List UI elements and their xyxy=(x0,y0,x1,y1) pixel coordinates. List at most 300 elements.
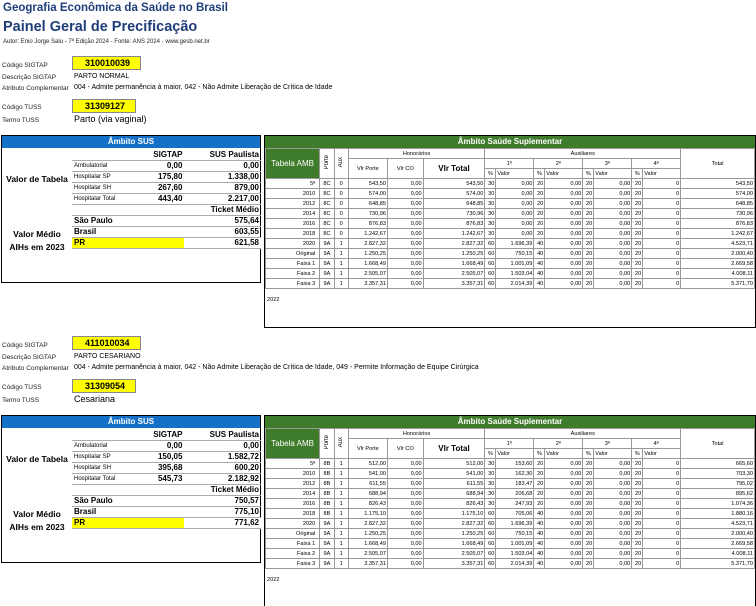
table-cell: 0,00 xyxy=(545,219,583,229)
table-cell: 20 xyxy=(632,479,643,489)
table-cell: 2.014,39 xyxy=(496,559,534,569)
col-vlr-co: Vlr CO xyxy=(387,159,423,179)
col-sus-paulista: SUS Paulista xyxy=(184,429,261,440)
table-row xyxy=(266,189,755,199)
table-cell: 0 xyxy=(334,199,348,209)
table-cell: 20 xyxy=(534,499,545,509)
col-valor: Valor xyxy=(594,169,632,179)
table-cell: 20 xyxy=(632,509,643,519)
table-cell: 0,00 xyxy=(496,189,534,199)
table-row xyxy=(266,499,755,509)
table-cell: 20 xyxy=(534,209,545,219)
table-cell: 2012 xyxy=(266,199,320,209)
table-cell: 2016 xyxy=(266,219,320,229)
table-cell: 0 xyxy=(643,209,681,219)
table-cell: 1.175,10 xyxy=(348,509,387,519)
table-cell: 30 xyxy=(485,229,496,239)
table-cell: 0,00 xyxy=(545,229,583,239)
col-aux3: 3º xyxy=(583,439,632,449)
table-cell: 9A xyxy=(320,279,334,289)
table-cell: 0,00 xyxy=(387,179,423,189)
table-cell: 60 xyxy=(485,259,496,269)
table-cell: 2020 xyxy=(266,239,320,249)
table-cell: 0,00 xyxy=(387,549,423,559)
table-cell: 20 xyxy=(534,459,545,469)
table-row xyxy=(266,269,755,279)
table-cell: Faixa 3 xyxy=(266,559,320,569)
table-cell: 0 xyxy=(643,279,681,289)
table-cell: 2.505,07 xyxy=(348,549,387,559)
atributo-label: Atributo Complementar xyxy=(2,85,69,92)
table-cell: 0,00 xyxy=(387,279,423,289)
table-cell: 1.503,04 xyxy=(496,549,534,559)
table-cell: 611,55 xyxy=(423,479,485,489)
table-cell: 611,55 xyxy=(348,479,387,489)
table-cell: 543,50 xyxy=(681,179,755,189)
table-cell: 543,50 xyxy=(423,179,485,189)
table-cell: 895,62 xyxy=(681,489,755,499)
table-cell: 0,00 xyxy=(594,259,632,269)
table-cell: 0,00 xyxy=(594,499,632,509)
col-ticket: Ticket Médio xyxy=(184,484,261,495)
table-cell: 0,00 xyxy=(594,539,632,549)
table-cell: 8C xyxy=(320,199,334,209)
table-cell: Faixa 2 xyxy=(266,549,320,559)
col-vlr-porte: Vlr Porte xyxy=(348,439,387,459)
row-sao-paulo: São Paulo xyxy=(72,495,137,506)
cell: 150,05 xyxy=(137,451,185,462)
table-cell: 2.669,58 xyxy=(681,539,755,549)
cell: 0,00 xyxy=(137,440,185,451)
col-valor: Valor xyxy=(545,449,583,459)
table-cell: 1.250,25 xyxy=(348,249,387,259)
table-cell: 40 xyxy=(534,509,545,519)
table-cell: 0,00 xyxy=(594,529,632,539)
row-total: Hospitalar Total xyxy=(72,473,137,484)
table-cell: 2.505,07 xyxy=(423,269,485,279)
table-cell: 40 xyxy=(534,549,545,559)
table-cell: 60 xyxy=(485,559,496,569)
table-cell: 1.242,67 xyxy=(423,229,485,239)
table-cell: 20 xyxy=(632,549,643,559)
col-aux1: 1º xyxy=(485,439,534,449)
table-cell: 9A xyxy=(320,239,334,249)
table-cell: 1 xyxy=(334,279,348,289)
table-cell: 0,00 xyxy=(387,269,423,279)
cell: 750,57 xyxy=(184,495,261,506)
table-cell: 9A xyxy=(320,549,334,559)
col-pct: % xyxy=(632,169,643,179)
row-amb: Ambulatorial xyxy=(72,160,137,171)
table-cell: 0,00 xyxy=(545,199,583,209)
col-honorarios: Honorários xyxy=(348,149,485,159)
table-row xyxy=(266,259,755,269)
cod-tuss-label: Código TUSS xyxy=(2,104,42,111)
row-sh: Hospitalar SH xyxy=(72,462,137,473)
table-cell: 0,00 xyxy=(387,529,423,539)
table-cell: 0,00 xyxy=(545,189,583,199)
table-cell: 30 xyxy=(485,479,496,489)
table-cell: 2.000,40 xyxy=(681,529,755,539)
cod-tuss-label: Código TUSS xyxy=(2,384,42,391)
table-cell: 574,00 xyxy=(423,189,485,199)
table-cell: 750,15 xyxy=(496,249,534,259)
valor-medio-label: Valor Médio AIHs em 2023 xyxy=(9,509,65,532)
table-cell: 2.827,32 xyxy=(423,519,485,529)
table-cell: 20 xyxy=(583,269,594,279)
table-cell: 0,00 xyxy=(545,279,583,289)
table-cell: 0,00 xyxy=(387,489,423,499)
table-cell: 0,00 xyxy=(387,209,423,219)
table-cell: 0,00 xyxy=(387,469,423,479)
table-cell: 2.827,32 xyxy=(423,239,485,249)
col-vlr-co: Vlr CO xyxy=(387,439,423,459)
row-pr: PR xyxy=(72,517,137,528)
cell: 0,00 xyxy=(137,160,185,171)
table-cell: 247,93 xyxy=(496,499,534,509)
table-cell: 0,00 xyxy=(545,559,583,569)
col-aux2: 2º xyxy=(534,159,583,169)
cod-sigtap-value[interactable]: 310010039 xyxy=(72,56,141,70)
table-cell: 5.371,70 xyxy=(681,279,755,289)
cell: 600,20 xyxy=(184,462,261,473)
col-aux4: 4º xyxy=(632,439,681,449)
table-cell: 750,15 xyxy=(496,529,534,539)
col-pct: % xyxy=(583,449,594,459)
table-cell: 1 xyxy=(334,509,348,519)
table-cell: 1.880,16 xyxy=(681,509,755,519)
cell: 621,58 xyxy=(184,237,261,248)
table-cell: 1 xyxy=(334,459,348,469)
cell: 175,80 xyxy=(137,171,185,182)
table-cell: 0,00 xyxy=(545,549,583,559)
table-row xyxy=(266,509,755,519)
table-cell: 1.250,25 xyxy=(348,529,387,539)
table-cell: 20 xyxy=(534,229,545,239)
table-cell: 206,68 xyxy=(496,489,534,499)
col-vlr-porte: Vlr Porte xyxy=(348,159,387,179)
table-cell: 40 xyxy=(534,559,545,569)
table-cell: 20 xyxy=(632,269,643,279)
table-cell: 0 xyxy=(334,209,348,219)
table-cell: 0,00 xyxy=(594,199,632,209)
table-cell: 20 xyxy=(632,539,643,549)
table-cell: 20 xyxy=(583,559,594,569)
table-cell: 60 xyxy=(485,269,496,279)
table-cell: 2016 xyxy=(266,499,320,509)
table-cell: 40 xyxy=(534,269,545,279)
table-cell: 1 xyxy=(334,529,348,539)
table-cell: 20 xyxy=(583,239,594,249)
col-valor: Valor xyxy=(643,449,681,459)
table-cell: 60 xyxy=(485,239,496,249)
cell: 267,60 xyxy=(137,182,185,193)
col-pct: % xyxy=(632,449,643,459)
table-row xyxy=(266,239,755,249)
table-cell: 20 xyxy=(534,489,545,499)
termo-tuss-value: Parto (via vaginal) xyxy=(74,114,147,124)
table-cell: 20 xyxy=(632,229,643,239)
table-cell: 0,00 xyxy=(545,519,583,529)
table-cell: 795,02 xyxy=(681,479,755,489)
table-cell: 20 xyxy=(534,469,545,479)
table-cell: 0 xyxy=(643,179,681,189)
table-cell: 1.696,39 xyxy=(496,239,534,249)
col-total: Total xyxy=(681,149,755,179)
table-cell: 512,00 xyxy=(348,459,387,469)
author-line: Autor: Enio Jorge Salu - 7ª Edição 2024 - Fonte: ANS 2024 - www.gesb.net.br xyxy=(3,39,210,45)
col-aux3: 3º xyxy=(583,159,632,169)
table-cell: 20 xyxy=(583,459,594,469)
desc-sigtap-value: PARTO CESARIANO xyxy=(74,353,141,360)
table-row xyxy=(266,199,755,209)
table-cell: 0,00 xyxy=(545,269,583,279)
table-cell: 2.827,32 xyxy=(348,239,387,249)
table-cell: 0,00 xyxy=(496,219,534,229)
table-cell: 541,00 xyxy=(423,469,485,479)
table-row xyxy=(266,469,755,479)
table-cell: 0 xyxy=(643,239,681,249)
table-cell: 30 xyxy=(485,499,496,509)
table-row xyxy=(266,479,755,489)
table-cell: 826,43 xyxy=(423,499,485,509)
col-aux2: 2º xyxy=(534,439,583,449)
table-cell: 0,00 xyxy=(545,489,583,499)
table-cell: 1 xyxy=(334,539,348,549)
table-cell: 20 xyxy=(583,189,594,199)
termo-tuss-value: Cesariana xyxy=(74,394,116,404)
table-cell: 730,96 xyxy=(681,209,755,219)
table-cell: 40 xyxy=(534,249,545,259)
col-sus-paulista: SUS Paulista xyxy=(184,149,261,160)
table-cell: 20 xyxy=(632,209,643,219)
table-cell: 0,00 xyxy=(594,459,632,469)
table-cell: 20 xyxy=(534,179,545,189)
table-cell: 1.250,25 xyxy=(423,529,485,539)
table-cell: 20 xyxy=(632,519,643,529)
table-cell: 30 xyxy=(485,219,496,229)
table-cell: 2012 xyxy=(266,479,320,489)
table-cell: 20 xyxy=(632,179,643,189)
row-sao-paulo: São Paulo xyxy=(72,215,137,226)
table-cell: 20 xyxy=(632,219,643,229)
termo-tuss-label: Termo TUSS xyxy=(2,117,40,124)
table-cell: 60 xyxy=(485,539,496,549)
table-cell: 3.357,31 xyxy=(348,559,387,569)
table-cell: 20 xyxy=(632,499,643,509)
table-cell: 8B xyxy=(320,509,334,519)
table-cell: 1 xyxy=(334,479,348,489)
table-cell: 0,00 xyxy=(387,199,423,209)
table-cell: 0 xyxy=(643,459,681,469)
cell: 879,00 xyxy=(184,182,261,193)
col-porte: Porte xyxy=(320,429,334,459)
table-cell: 9A xyxy=(320,559,334,569)
col-valor: Valor xyxy=(496,169,534,179)
table-cell: 543,50 xyxy=(348,179,387,189)
table-cell: 0,00 xyxy=(387,539,423,549)
table-cell: 1.001,09 xyxy=(496,259,534,269)
year-2022-label: 2022 xyxy=(267,577,280,583)
table-cell: 20 xyxy=(583,519,594,529)
table-cell: 0,00 xyxy=(594,509,632,519)
table-cell: 162,30 xyxy=(496,469,534,479)
col-pct: % xyxy=(485,169,496,179)
table-cell: 20 xyxy=(632,459,643,469)
cell: 1.338,00 xyxy=(184,171,261,182)
row-sp: Hospitalar SP xyxy=(72,451,137,462)
table-cell: 0,00 xyxy=(594,239,632,249)
table-cell: 0,00 xyxy=(545,539,583,549)
table-cell: Faixa 1 xyxy=(266,259,320,269)
table-cell: 9A xyxy=(320,249,334,259)
table-cell: 1 xyxy=(334,469,348,479)
col-porte: Porte xyxy=(320,149,334,179)
sup-header: Âmbito Saúde Suplementar xyxy=(265,136,755,148)
table-cell: 0 xyxy=(643,219,681,229)
table-cell: 574,00 xyxy=(681,189,755,199)
sus-panel xyxy=(1,135,261,283)
table-cell: 1.001,09 xyxy=(496,539,534,549)
table-cell: 0,00 xyxy=(594,279,632,289)
table-cell: 3.357,31 xyxy=(348,279,387,289)
table-row xyxy=(266,559,755,569)
table-cell: 0,00 xyxy=(496,199,534,209)
sus-header: Âmbito SUS xyxy=(2,416,260,428)
table-cell: 0 xyxy=(643,469,681,479)
table-cell: 0,00 xyxy=(594,179,632,189)
table-cell: 20 xyxy=(534,219,545,229)
table-cell: 20 xyxy=(632,469,643,479)
table-cell: Original xyxy=(266,529,320,539)
table-cell: 2.669,58 xyxy=(681,259,755,269)
valor-tabela-label: Valor de Tabela xyxy=(6,454,68,464)
table-cell: 0,00 xyxy=(387,249,423,259)
table-cell: 40 xyxy=(534,519,545,529)
sus-panel xyxy=(1,415,261,563)
table-cell: 20 xyxy=(534,479,545,489)
table-cell: 4.008,11 xyxy=(681,549,755,559)
table-cell: 20 xyxy=(583,259,594,269)
table-cell: 60 xyxy=(485,249,496,259)
atributo-value: 004 - Admite permanência à maior, 042 - Não Admite Liberação de Crítica de Idade xyxy=(74,84,333,91)
table-cell: 0,00 xyxy=(387,259,423,269)
table-cell: 1 xyxy=(334,249,348,259)
table-cell: 30 xyxy=(485,469,496,479)
col-tabela-amb: Tabela AMB xyxy=(266,429,320,459)
table-cell: 4.008,11 xyxy=(681,269,755,279)
table-cell: 60 xyxy=(485,519,496,529)
sup-panel xyxy=(264,415,756,606)
cell: 395,68 xyxy=(137,462,185,473)
col-valor: Valor xyxy=(496,449,534,459)
cod-tuss-value[interactable]: 31309127 xyxy=(72,99,136,113)
col-tabela-amb: Tabela AMB xyxy=(266,149,320,179)
table-cell: 541,00 xyxy=(348,469,387,479)
table-cell: 20 xyxy=(583,229,594,239)
table-cell: 2010 xyxy=(266,189,320,199)
table-cell: 0 xyxy=(643,529,681,539)
table-cell: 20 xyxy=(632,249,643,259)
table-cell: 9A xyxy=(320,269,334,279)
table-cell: 1 xyxy=(334,239,348,249)
table-cell: 8C xyxy=(320,189,334,199)
table-cell: 1 xyxy=(334,559,348,569)
table-row xyxy=(266,229,755,239)
table-cell: 0 xyxy=(643,269,681,279)
table-cell: 0,00 xyxy=(387,239,423,249)
table-row xyxy=(266,249,755,259)
table-row xyxy=(266,519,755,529)
table-cell: 876,83 xyxy=(348,219,387,229)
table-cell: 20 xyxy=(583,499,594,509)
table-cell: 0 xyxy=(334,219,348,229)
cell: 775,10 xyxy=(184,506,261,517)
table-cell: 30 xyxy=(485,189,496,199)
table-cell: 20 xyxy=(583,209,594,219)
col-honorarios: Honorários xyxy=(348,429,485,439)
table-cell: 20 xyxy=(583,549,594,559)
desc-sigtap-label: Descrição SIGTAP xyxy=(2,354,57,361)
table-cell: Original xyxy=(266,249,320,259)
sup-table xyxy=(265,148,755,289)
table-cell: 1.250,25 xyxy=(423,249,485,259)
table-cell: 2020 xyxy=(266,519,320,529)
cell: 0,00 xyxy=(184,160,261,171)
table-cell: 20 xyxy=(632,279,643,289)
row-brasil: Brasil xyxy=(72,506,137,517)
table-cell: 40 xyxy=(534,239,545,249)
col-valor: Valor xyxy=(545,169,583,179)
cell: 443,40 xyxy=(137,193,185,204)
table-cell: 0 xyxy=(643,549,681,559)
cell: 2.182,92 xyxy=(184,473,261,484)
table-cell: 0,00 xyxy=(594,519,632,529)
cell: 0,00 xyxy=(184,440,261,451)
table-cell: 20 xyxy=(583,199,594,209)
table-cell: 0,00 xyxy=(387,459,423,469)
table-cell: 8B xyxy=(320,459,334,469)
cod-sigtap-value[interactable]: 411010034 xyxy=(72,336,141,350)
col-vlr-total: Vlr Total xyxy=(423,439,485,459)
table-row xyxy=(266,179,755,189)
table-row xyxy=(266,529,755,539)
termo-tuss-label: Termo TUSS xyxy=(2,397,40,404)
year-2022-label: 2022 xyxy=(267,297,280,303)
table-cell: 20 xyxy=(583,219,594,229)
cod-tuss-value[interactable]: 31309054 xyxy=(72,379,136,393)
table-cell: 8C xyxy=(320,229,334,239)
table-cell: 0 xyxy=(643,479,681,489)
table-cell: Faixa 2 xyxy=(266,269,320,279)
table-cell: 2014 xyxy=(266,209,320,219)
table-cell: 0,00 xyxy=(594,249,632,259)
table-cell: 20 xyxy=(632,199,643,209)
table-cell: 648,85 xyxy=(423,199,485,209)
table-cell: Faixa 1 xyxy=(266,539,320,549)
table-cell: 20 xyxy=(583,279,594,289)
table-cell: 1.696,39 xyxy=(496,519,534,529)
table-cell: 8C xyxy=(320,209,334,219)
table-cell: 20 xyxy=(632,529,643,539)
table-cell: 0,00 xyxy=(387,559,423,569)
table-cell: 0,00 xyxy=(496,179,534,189)
table-cell: 688,94 xyxy=(348,489,387,499)
table-cell: 1.242,67 xyxy=(348,229,387,239)
app-title: Geografia Econômica da Saúde no Brasil xyxy=(3,2,228,14)
table-cell: 705,06 xyxy=(496,509,534,519)
table-cell: 0,00 xyxy=(594,559,632,569)
